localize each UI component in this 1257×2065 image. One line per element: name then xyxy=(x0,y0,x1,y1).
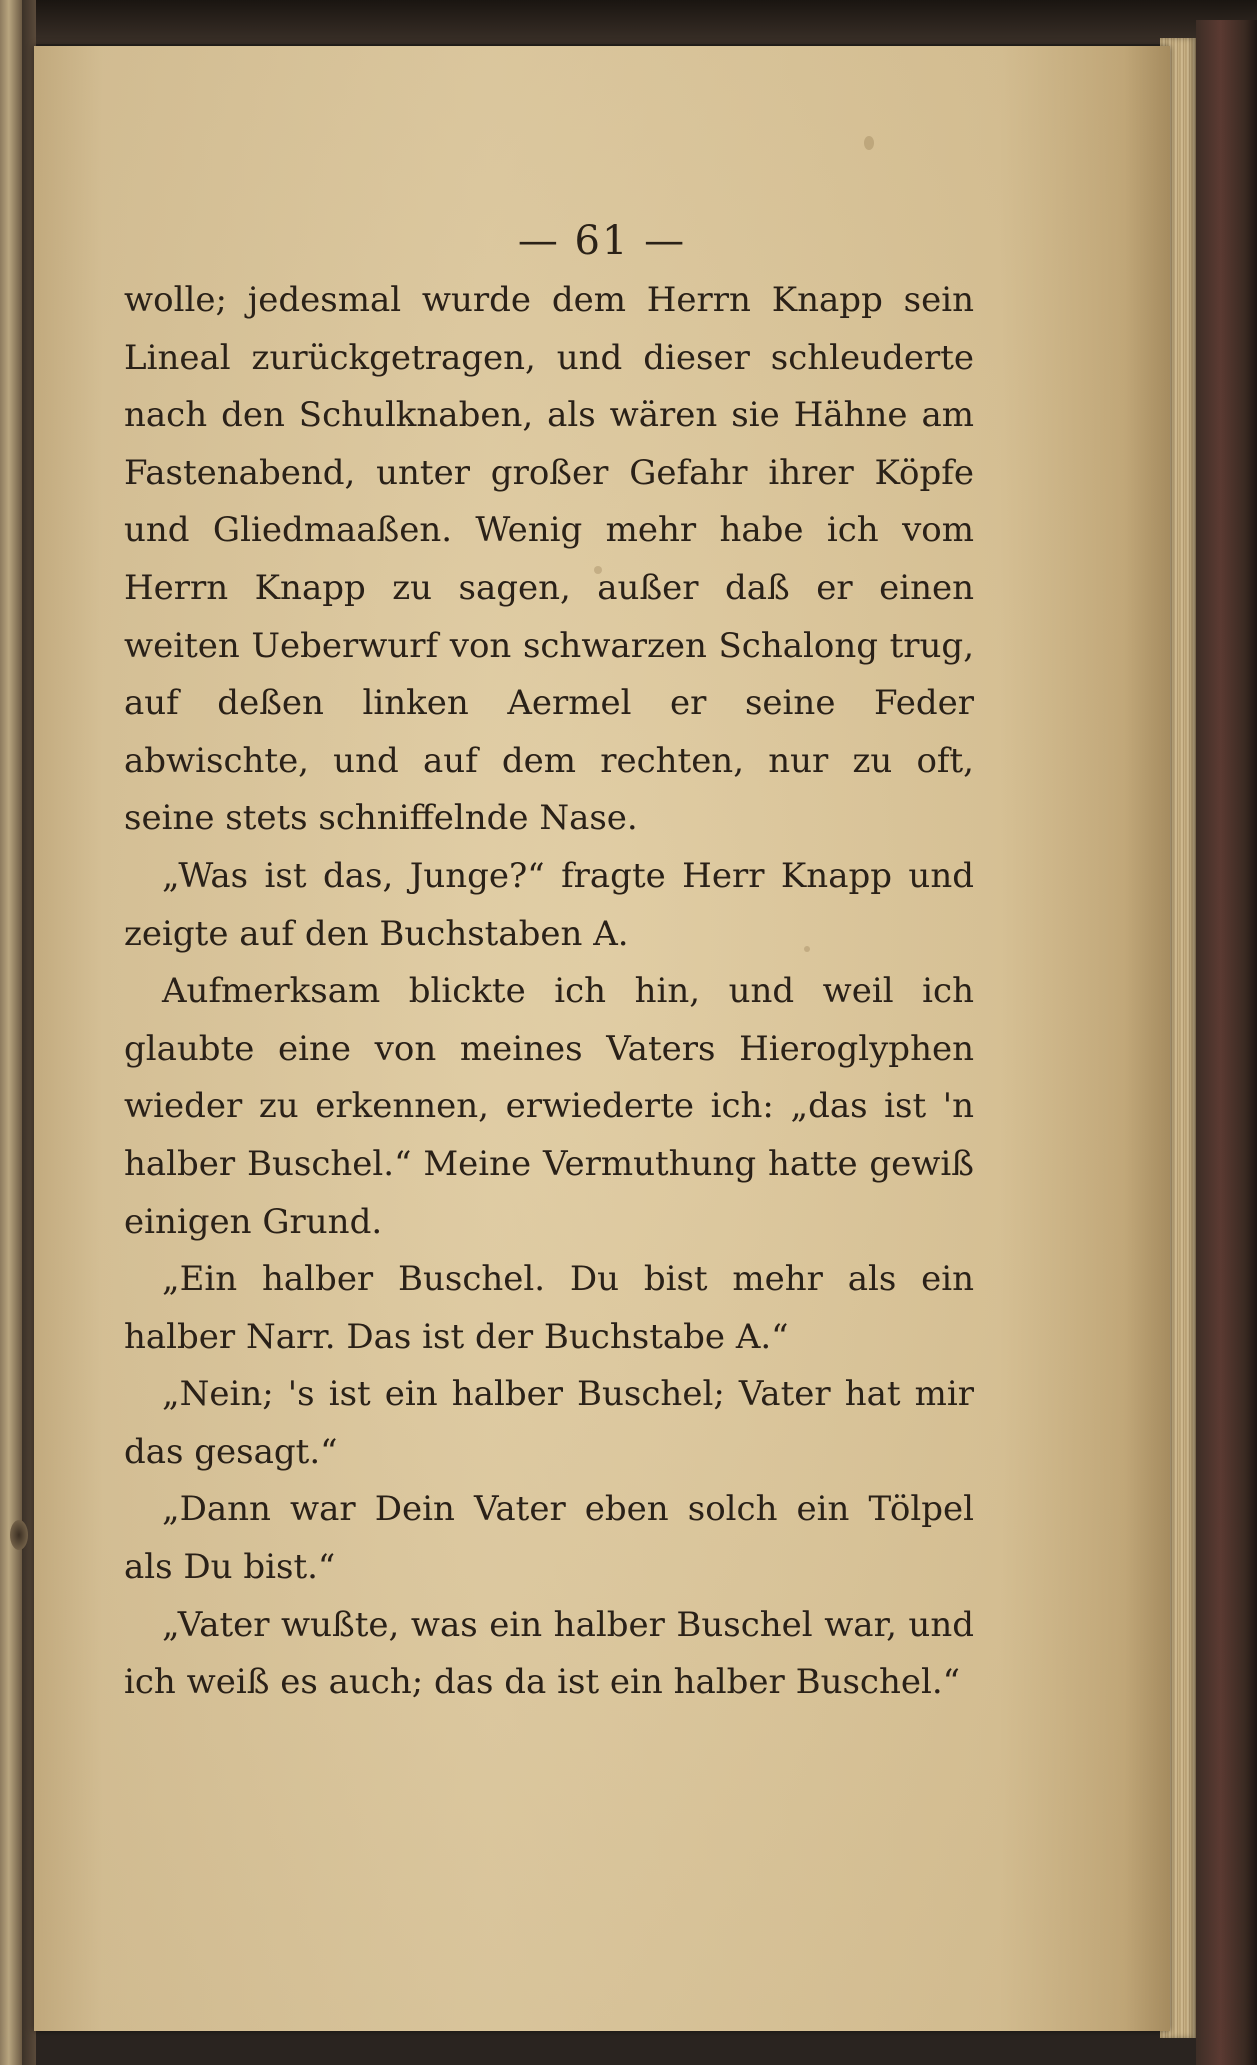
paragraph: „Was ist das, Junge?“ fragte Herr Knapp und zeigte auf den Buchstaben A. xyxy=(124,855,974,954)
paragraph: Aufmerksam blickte ich hin, und weil ich glaubte eine von meines Vaters Hieroglyphen wieder zu erkennen, erwiederte ich: „das ist 'n halber Buschel.“ Meine Vermuthung hatte gewiß einigen Grund. xyxy=(124,971,974,1242)
paragraph: „Dann war Dein Vater eben solch ein Tölpel als Du bist.“ xyxy=(124,1489,974,1588)
book-cover-top xyxy=(30,0,1257,44)
book-page xyxy=(34,46,1170,2031)
paragraph: „Ein halber Buschel. Du bist mehr als ein halber Narr. Das ist der Buchstabe A.“ xyxy=(124,1259,974,1357)
paragraph: wolle; jedesmal wurde dem Herrn Knapp sein Lineal zurückgetragen, und dieser schleuderte nach den Schulknaben, als wären sie Hähne am Fastenabend, unter großer Gefahr ihrer Köpfe und Gliedmaaßen. Wenig mehr habe ich vom Herrn Knapp zu sagen, außer daß er einen weiten Ueberwurf von schwarzen Schalong trug, auf deßen linken Aermel er seine Feder abwischte, und auf dem rechten, nur zu oft, seine stets schniffelnde Nase. xyxy=(124,280,974,839)
page-number-header: — 61 — xyxy=(517,218,687,264)
left-page-edge xyxy=(0,0,22,2065)
book-cover-right xyxy=(1196,20,1257,2065)
page-text xyxy=(124,272,974,1712)
paragraph: „Nein; 's ist ein halber Buschel; Vater hat mir das gesagt.“ xyxy=(124,1374,974,1472)
paragraph: „Vater wußte, was ein halber Buschel war, und ich weiß es auch; das da ist ein halber Buschel.“ xyxy=(124,1604,974,1703)
binding-hole xyxy=(10,1520,28,1550)
paper-stain xyxy=(864,136,874,150)
